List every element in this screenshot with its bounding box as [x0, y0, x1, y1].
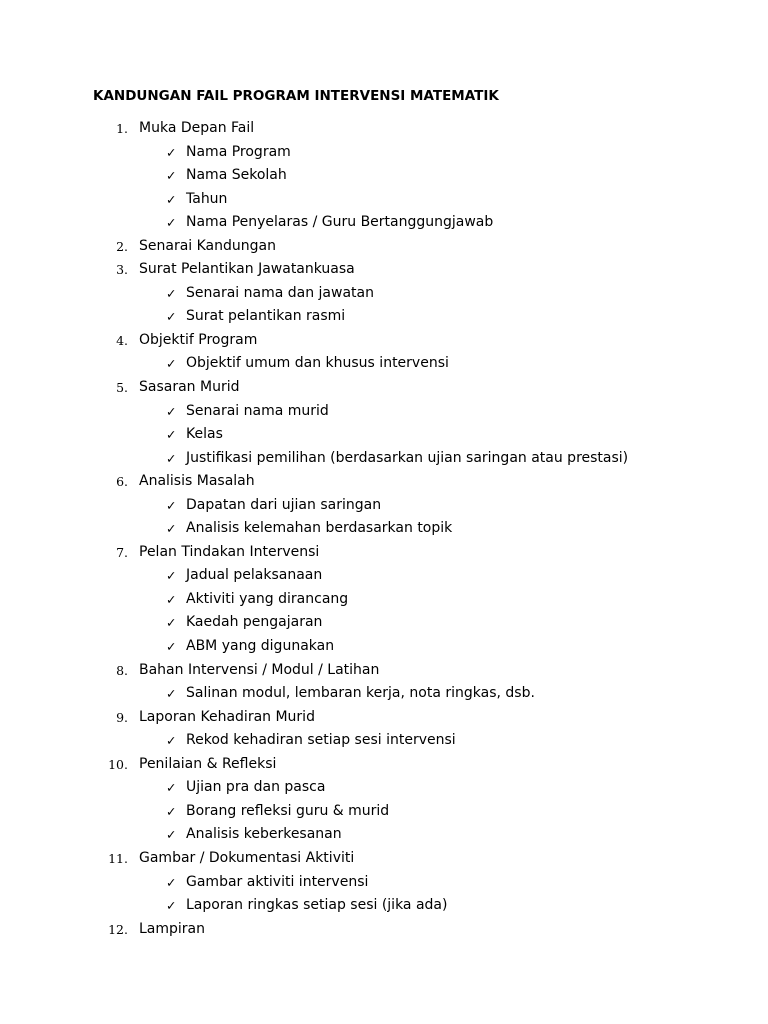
check-mark-icon: ✓ — [166, 615, 177, 631]
list-item-number: 12. — [108, 921, 128, 937]
list-item-row — [0, 376, 768, 400]
list-item-number: 1. — [116, 121, 128, 136]
sub-list-item-label: Rekod kehadiran setiap sesi intervensi — [186, 732, 456, 749]
sub-list — [0, 352, 768, 376]
sub-list — [0, 282, 768, 329]
document-title: KANDUNGAN FAIL PROGRAM INTERVENSI MATEMATIK — [93, 88, 499, 104]
sub-list-item — [0, 635, 768, 659]
sub-list-item — [0, 588, 768, 612]
list-item-label: Surat Pelantikan Jawatankuasa — [139, 261, 355, 278]
sub-list-item-label: Nama Program — [186, 143, 291, 160]
check-mark-icon: ✓ — [166, 874, 177, 890]
sub-list — [0, 682, 768, 706]
list-item — [0, 329, 768, 376]
sub-list-item — [0, 871, 768, 895]
sub-list — [0, 729, 768, 753]
check-mark-icon: ✓ — [166, 191, 177, 207]
sub-list-item-label: Tahun — [186, 190, 228, 207]
list-item-row — [0, 329, 768, 353]
list-item — [0, 847, 768, 918]
list-item-label: Bahan Intervensi / Modul / Latihan — [139, 661, 380, 678]
sub-list-item — [0, 776, 768, 800]
check-mark-icon: ✓ — [166, 450, 177, 466]
list-item-row — [0, 258, 768, 282]
sub-list-item-label: Analisis kelemahan berdasarkan topik — [186, 520, 453, 537]
sub-list-item-label: ABM yang digunakan — [186, 638, 335, 655]
check-mark-icon: ✓ — [166, 144, 177, 160]
sub-list-item — [0, 800, 768, 824]
list-item-row — [0, 659, 768, 683]
list-item-label: Laporan Kehadiran Murid — [139, 708, 315, 725]
sub-list — [0, 564, 768, 658]
sub-list-item-label: Borang refleksi guru & murid — [186, 802, 390, 819]
check-mark-icon: ✓ — [166, 427, 177, 443]
list-item — [0, 470, 768, 541]
list-item — [0, 117, 768, 235]
list-item-number: 6. — [116, 474, 128, 490]
sub-list-item-label: Justifikasi pemilihan (berdasarkan ujian saringan atau prestasi) — [186, 449, 629, 466]
sub-list-item — [0, 894, 768, 918]
check-mark-icon: ✓ — [166, 497, 177, 513]
list-item — [0, 918, 768, 942]
sub-list-item-label: Objektif umum dan khusus intervensi — [186, 355, 449, 372]
check-mark-icon: ✓ — [166, 591, 177, 607]
sub-list-item-label: Kelas — [186, 426, 223, 443]
sub-list-item-label: Gambar aktiviti intervensi — [186, 873, 369, 890]
check-mark-icon: ✓ — [166, 639, 177, 655]
list-item-number: 7. — [116, 544, 128, 560]
list-item — [0, 376, 768, 470]
list-item-row — [0, 753, 768, 777]
sub-list-item-label: Dapatan dari ujian saringan — [186, 496, 382, 513]
sub-list-item-label: Senarai nama murid — [186, 402, 329, 419]
sub-list-item — [0, 400, 768, 424]
check-mark-icon: ✓ — [166, 780, 177, 796]
sub-list-item-label: Nama Sekolah — [186, 167, 287, 184]
check-mark-icon: ✓ — [166, 827, 177, 843]
sub-list-item-label: Analisis keberkesanan — [186, 826, 342, 843]
list-item-label: Muka Depan Fail — [139, 120, 255, 136]
check-mark-icon: ✓ — [166, 521, 177, 537]
sub-list-item-label: Ujian pra dan pasca — [186, 779, 326, 796]
sub-list-item-label: Kaedah pengajaran — [186, 614, 323, 631]
list-item — [0, 541, 768, 659]
sub-list-item-label: Senarai nama dan jawatan — [186, 284, 374, 301]
sub-list-item-label: Salinan modul, lembaran kerja, nota ringkas, dsb. — [186, 685, 535, 702]
list-item-label: Penilaian & Refleksi — [139, 755, 277, 772]
list-item-row — [0, 706, 768, 730]
check-mark-icon: ✓ — [166, 733, 177, 749]
sub-list — [0, 400, 768, 471]
list-item-row — [0, 918, 768, 942]
check-mark-icon: ✓ — [166, 803, 177, 819]
sub-list-item — [0, 517, 768, 541]
sub-list-item — [0, 682, 768, 706]
sub-list — [0, 494, 768, 541]
sub-list-item — [0, 447, 768, 471]
check-mark-icon: ✓ — [166, 285, 177, 301]
list-item — [0, 753, 768, 847]
sub-list-item-label: Nama Penyelaras / Guru Bertanggungjawab — [186, 214, 494, 231]
list-item-number: 5. — [116, 380, 128, 396]
check-mark-icon: ✓ — [166, 568, 177, 584]
sub-list-item — [0, 423, 768, 447]
sub-list — [0, 141, 768, 235]
list-item-label: Objektif Program — [139, 331, 258, 348]
list-item-row — [0, 470, 768, 494]
list-item-number: 10. — [108, 756, 128, 772]
list-item — [0, 258, 768, 329]
check-mark-icon: ✓ — [166, 168, 177, 184]
sub-list — [0, 871, 768, 918]
check-mark-icon: ✓ — [166, 686, 177, 702]
list-item-label: Pelan Tindakan Intervensi — [139, 543, 320, 560]
list-item-number: 8. — [116, 662, 128, 678]
sub-list-item-label: Jadual pelaksanaan — [186, 567, 323, 584]
list-item-number: 3. — [116, 262, 128, 278]
sub-list-item — [0, 352, 768, 376]
list-item-label: Sasaran Murid — [139, 379, 240, 396]
sub-list-item — [0, 141, 768, 165]
list-item-number: 2. — [116, 238, 128, 254]
list-item-label: Senarai Kandungan — [139, 237, 276, 254]
check-mark-icon: ✓ — [166, 898, 177, 914]
list-item — [0, 659, 768, 706]
list-item-number: 11. — [108, 850, 128, 866]
list-item-number: 9. — [116, 709, 128, 725]
sub-list-item — [0, 188, 768, 212]
sub-list-item — [0, 164, 768, 188]
list-item-label: Lampiran — [139, 920, 206, 937]
list-item-row — [0, 117, 768, 141]
check-mark-icon: ✓ — [166, 403, 177, 419]
sub-list-item — [0, 729, 768, 753]
list-item-row — [0, 541, 768, 565]
sub-list-item — [0, 611, 768, 635]
sub-list-item — [0, 823, 768, 847]
list-item — [0, 235, 768, 259]
list-item-label: Analisis Masalah — [139, 473, 255, 490]
check-mark-icon: ✓ — [166, 356, 177, 372]
sub-list-item — [0, 564, 768, 588]
sub-list-item — [0, 282, 768, 306]
sub-list-item-label: Aktiviti yang dirancang — [186, 590, 349, 607]
check-mark-icon: ✓ — [166, 215, 177, 231]
list-item-row — [0, 235, 768, 259]
sub-list-item-label: Surat pelantikan rasmi — [186, 308, 346, 325]
sub-list-item — [0, 211, 768, 235]
contents-list — [0, 117, 768, 941]
list-item-row — [0, 847, 768, 871]
list-item-label: Gambar / Dokumentasi Aktiviti — [139, 849, 355, 866]
check-mark-icon: ✓ — [166, 309, 177, 325]
list-item — [0, 706, 768, 753]
sub-list-item — [0, 305, 768, 329]
sub-list-item — [0, 494, 768, 518]
sub-list — [0, 776, 768, 847]
sub-list-item-label: Laporan ringkas setiap sesi (jika ada) — [186, 897, 448, 914]
list-item-number: 4. — [116, 332, 128, 348]
